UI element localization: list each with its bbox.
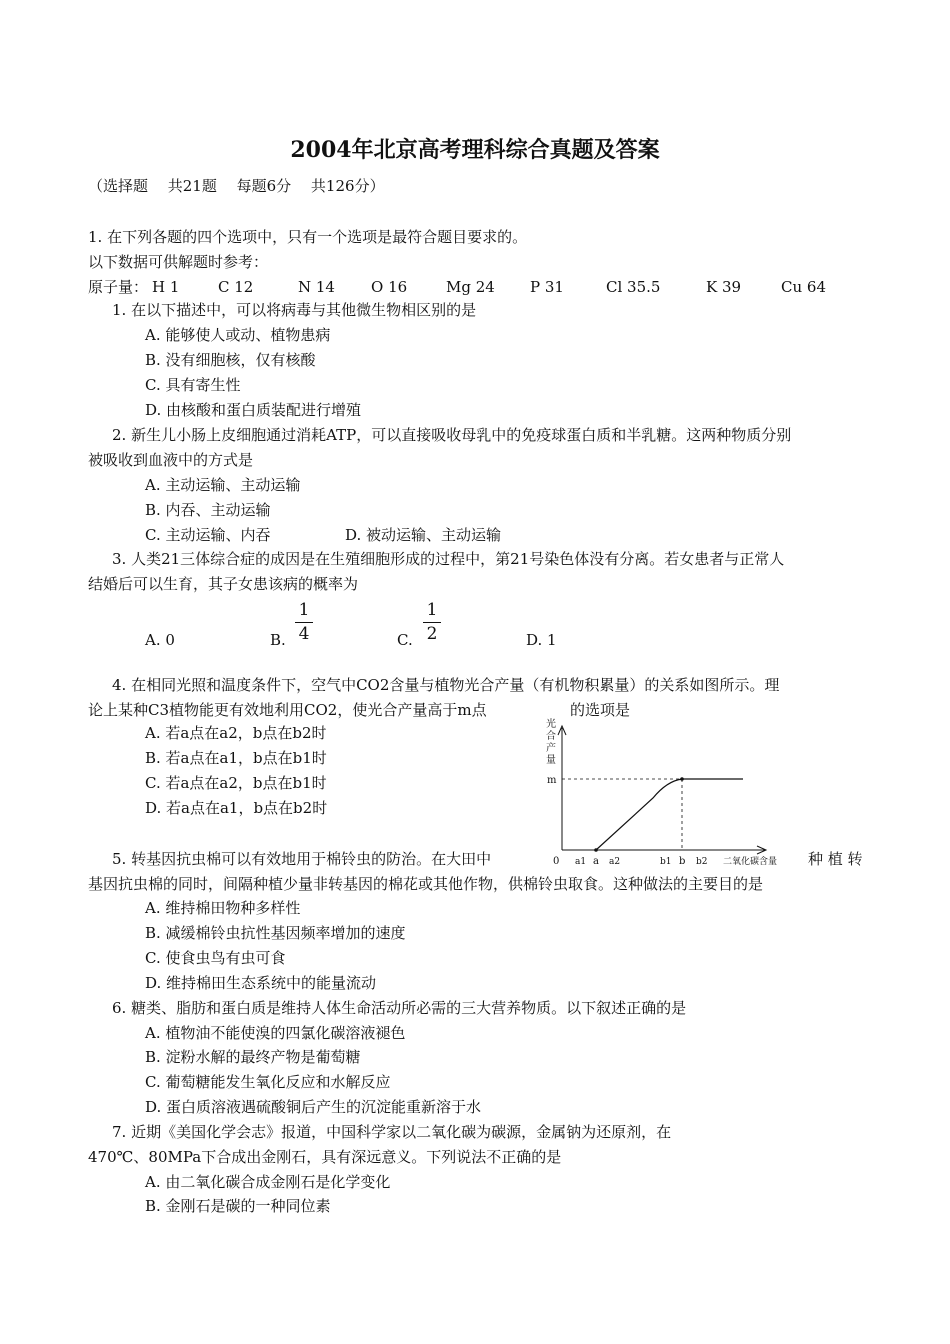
fraction-numerator: 1 <box>298 600 310 620</box>
m-label: m <box>547 775 557 786</box>
question-2-option-c: C. 主动运输、内吞 <box>145 526 271 544</box>
x-axis-label: 二氧化碳含量 <box>723 857 778 867</box>
question-6-stem: 6. 糖类、脂肪和蛋白质是维持人体生命活动所必需的三大营养物质。以下叙述正确的是 <box>112 999 687 1017</box>
page-title: 2004年北京高考理科综合真题及答案 <box>290 137 660 163</box>
question-1-stem: 1. 在以下描述中，可以将病毒与其他微生物相区别的是 <box>112 301 477 319</box>
question-5-stem-line1: 5. 转基因抗虫棉可以有效地用于棉铃虫的防治。在大田中 <box>112 850 492 868</box>
question-4-stem-line3: 的选项是 <box>570 701 631 719</box>
question-6-option-d: D. 蛋白质溶液遇硫酸铜后产生的沉淀能重新溶于水 <box>145 1098 482 1116</box>
fraction-numerator: 1 <box>426 600 438 620</box>
atomic-mass-p: P 31 <box>530 278 564 296</box>
question-7-option-a: A. 由二氧化碳合成金刚石是化学变化 <box>145 1173 391 1191</box>
question-7-stem-line1: 7. 近期《美国化学会志》报道，中国科学家以二氧化碳为碳源，金属钠为还原剂，在 <box>112 1123 672 1141</box>
fraction-denominator: 2 <box>426 624 438 644</box>
question-5-stem-line1-tail: 种 植 转 <box>808 850 863 868</box>
question-1-option-d: D. 由核酸和蛋白质装配进行增殖 <box>145 401 362 419</box>
tick-b2: b2 <box>696 857 708 867</box>
instructions: 1. 在下列各题的四个选项中，只有一个选项是最符合题目要求的。 <box>88 228 528 246</box>
question-2-stem-line1: 2. 新生儿小肠上皮细胞通过消耗ATP，可以直接吸收母乳中的免疫球蛋白质和半乳糖。这两种物质分别 <box>112 426 792 444</box>
origin-label: 0 <box>553 856 560 867</box>
question-6-option-c: C. 葡萄糖能发生氧化反应和水解反应 <box>145 1073 391 1091</box>
question-4-option-a: A. 若a点在a2，b点在b2时 <box>145 724 327 742</box>
fraction-one-half <box>422 600 442 644</box>
question-3-stem-line2: 结婚后可以生育，其子女患该病的概率为 <box>88 575 359 593</box>
question-4-option-d: D. 若a点在a1，b点在b2时 <box>145 799 328 817</box>
atomic-mass-o: O 16 <box>371 278 408 296</box>
fraction-denominator: 4 <box>298 624 310 644</box>
atomic-mass-c: C 12 <box>218 278 254 296</box>
point-b <box>680 777 684 781</box>
question-7-stem-line2: 470℃、80MPa下合成出金刚石，具有深远意义。下列说法不正确的是 <box>88 1148 562 1166</box>
question-2-stem-line2: 被吸收到血液中的方式是 <box>88 451 254 469</box>
question-3-option-a: A. 0 <box>145 631 175 649</box>
y-axis-label-char: 合 <box>546 731 556 742</box>
question-5-option-d: D. 维持棉田生态系统中的能量流动 <box>145 974 377 992</box>
atomic-mass-cl: Cl 35.5 <box>606 278 661 296</box>
tick-a: a <box>593 856 599 867</box>
atomic-mass-label: 原子量： <box>88 278 149 296</box>
y-axis-label-char: 光 <box>546 719 556 730</box>
tick-a1: a1 <box>575 857 587 867</box>
question-2-option-a: A. 主动运输、主动运输 <box>145 476 301 494</box>
tick-a2: a2 <box>609 857 621 867</box>
question-1-option-a: A. 能够使人或动、植物患病 <box>145 326 331 344</box>
atomic-mass-mg: Mg 24 <box>446 278 495 296</box>
question-3-stem-line1: 3. 人类21三体综合症的成因是在生殖细胞形成的过程中，第21号染色体没有分离。若女患者与正常人 <box>112 550 785 568</box>
question-6-option-a: A. 植物油不能使溴的四氯化碳溶液褪色 <box>145 1024 406 1042</box>
question-1-option-b: B. 没有细胞核，仅有核酸 <box>145 351 316 369</box>
question-5-stem-line2: 基因抗虫棉的同时，间隔种植少量非转基因的棉花或其他作物，供棉铃虫取食。这种做法的主要目的是 <box>88 875 764 893</box>
fraction-bar <box>295 622 313 623</box>
atomic-mass-cu: Cu 64 <box>781 278 826 296</box>
question-2-option-b: B. 内吞、主动运输 <box>145 501 271 519</box>
atomic-mass-k: K 39 <box>706 278 742 296</box>
tick-b1: b1 <box>660 857 672 867</box>
question-5-option-b: B. 减缓棉铃虫抗性基因频率增加的速度 <box>145 924 406 942</box>
atomic-mass-n: N 14 <box>298 278 335 296</box>
fraction-one-quarter <box>294 600 314 644</box>
question-1-option-c: C. 具有寄生性 <box>145 376 241 394</box>
question-5-option-a: A. 维持棉田物种多样性 <box>145 899 301 917</box>
atomic-mass-h: H 1 <box>152 278 180 296</box>
subtitle: （选择题 共21题 每题6分 共126分） <box>88 177 385 195</box>
question-4-stem-line2: 论上某种C3植物能更有效地利用CO2，使光合产量高于m点 <box>88 701 487 719</box>
y-axis-label-char: 量 <box>546 755 556 766</box>
question-6-option-b: B. 淀粉水解的最终产物是葡萄糖 <box>145 1048 361 1066</box>
question-4-option-b: B. 若a点在a1，b点在b1时 <box>145 749 327 767</box>
tick-b: b <box>679 856 686 867</box>
question-3-option-d: D. 1 <box>526 631 557 649</box>
question-4-stem-line1: 4. 在相同光照和温度条件下，空气中CO2含量与植物光合产量（有机物积累量）的关系如图所示。理 <box>112 676 780 694</box>
question-7-option-b: B. 金刚石是碳的一种同位素 <box>145 1197 331 1215</box>
point-a <box>594 848 598 852</box>
reference-note: 以下数据可供解题时参考： <box>88 253 269 271</box>
question-4-option-c: C. 若a点在a2，b点在b1时 <box>145 774 327 792</box>
y-axis-label-char: 产 <box>546 743 556 754</box>
co2-photosynthesis-figure <box>535 718 805 868</box>
question-3-option-c: C. <box>397 631 413 649</box>
question-2-option-d: D. 被动运输、主动运输 <box>345 526 502 544</box>
photosynthesis-curve <box>596 779 743 850</box>
fraction-bar <box>423 622 441 623</box>
question-3-option-b: B. <box>270 631 286 649</box>
question-5-option-c: C. 使食虫鸟有虫可食 <box>145 949 286 967</box>
